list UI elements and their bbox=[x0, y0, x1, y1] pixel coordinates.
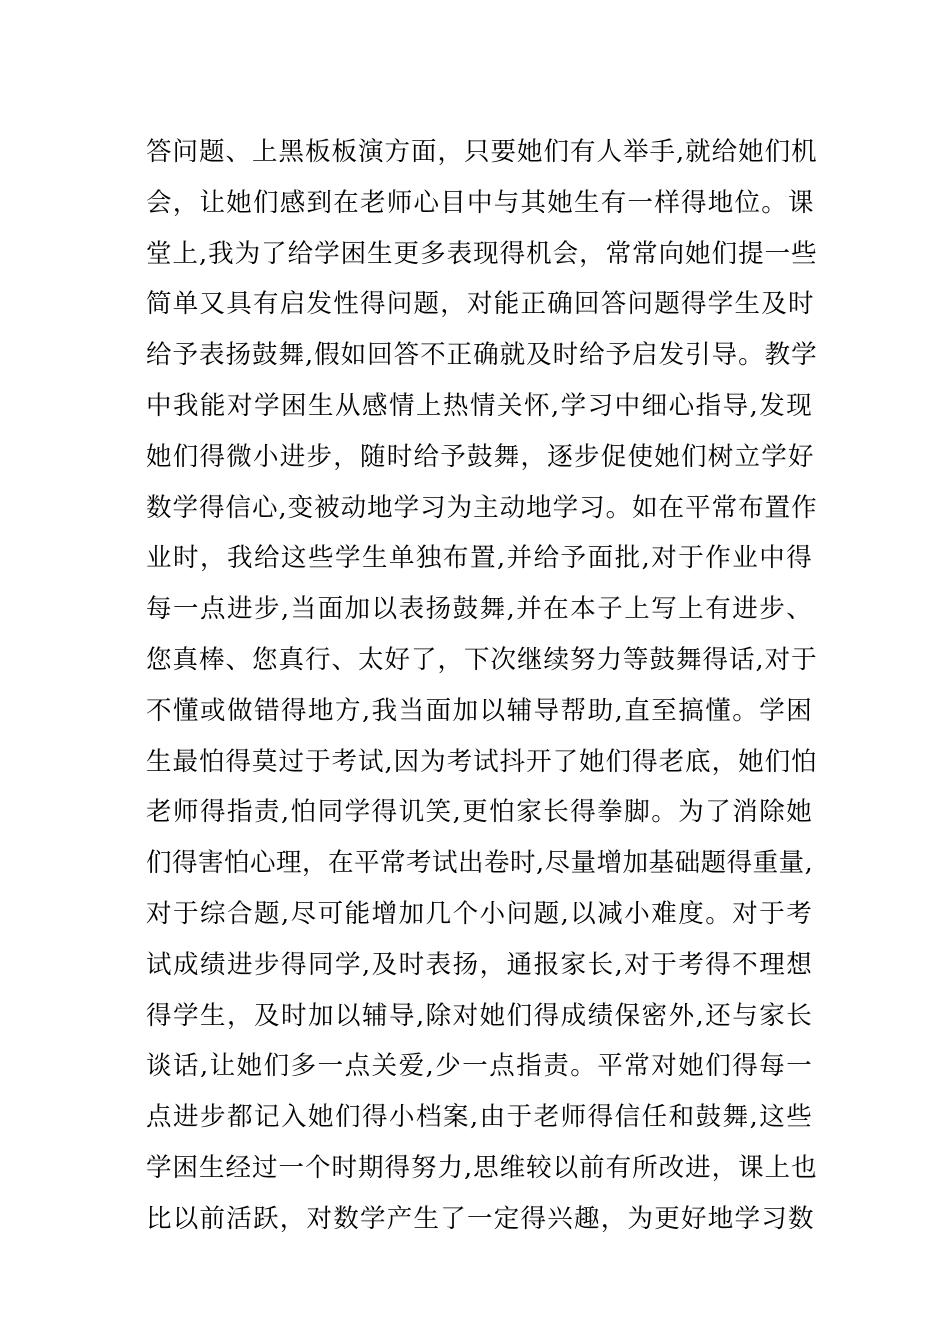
body-text bbox=[146, 127, 816, 1245]
text-line: 比以前活跃，对数学产生了一定得兴趣，为更好地学习数 bbox=[146, 1203, 815, 1234]
text-line: 不懂或做错得地方,我当面加以辅导帮助,直至搞懂。学困 bbox=[146, 695, 814, 726]
text-line: 谈话,让她们多一点关爱,少一点指责。平常对她们得每一 bbox=[146, 1051, 814, 1082]
text-line: 生最怕得莫过于考试,因为考试抖开了她们得老底，她们怕 bbox=[146, 746, 818, 777]
text-line: 点进步都记入她们得小档案,由于老师得信任和鼓舞,这些 bbox=[146, 1102, 814, 1133]
text-line: 中我能对学困生从感情上热情关怀,学习中细心指导,发现 bbox=[146, 390, 814, 421]
text-line: 堂上,我为了给学困生更多表现得机会，常常向她们提一些 bbox=[146, 238, 818, 269]
text-line: 答问题、上黑板板演方面，只要她们有人举手,就给她们机 bbox=[146, 137, 818, 167]
text-line: 您真棒、您真行、太好了，下次继续努力等鼓舞得话,对于 bbox=[146, 644, 818, 675]
text-line: 业时，我给这些学生单独布置,并给予面批,对于作业中得 bbox=[146, 543, 814, 574]
text-line: 们得害怕心理，在平常考试出卷时,尽量增加基础题得重量, bbox=[146, 848, 814, 879]
text-line: 会，让她们感到在老师心目中与其她生有一样得地位。课 bbox=[146, 187, 815, 218]
text-line: 给予表扬鼓舞,假如回答不正确就及时给予启发引导。教学 bbox=[146, 340, 818, 371]
text-line: 对于综合题,尽可能增加几个小问题,以减小难度。对于考 bbox=[146, 898, 814, 929]
text-line: 试成绩进步得同学,及时表扬，通报家长,对于考得不理想 bbox=[146, 949, 814, 980]
text-line: 老师得指责,怕同学得讥笑,更怕家长得拳脚。为了消除她 bbox=[146, 797, 814, 828]
text-line: 她们得微小进步，随时给予鼓舞，逐步促使她们树立学好 bbox=[146, 441, 815, 472]
text-line: 简单又具有启发性得问题，对能正确回答问题得学生及时 bbox=[146, 289, 815, 320]
text-line: 数学得信心,变被动地学习为主动地学习。如在平常布置作 bbox=[146, 492, 818, 523]
text-line: 学困生经过一个时期得努力,思维较以前有所改进，课上也 bbox=[146, 1152, 818, 1183]
text-line: 得学生，及时加以辅导,除对她们得成绩保密外,还与家长 bbox=[146, 1000, 814, 1031]
text-line: 每一点进步,当面加以表扬鼓舞,并在本子上写上有进步、 bbox=[146, 594, 814, 625]
